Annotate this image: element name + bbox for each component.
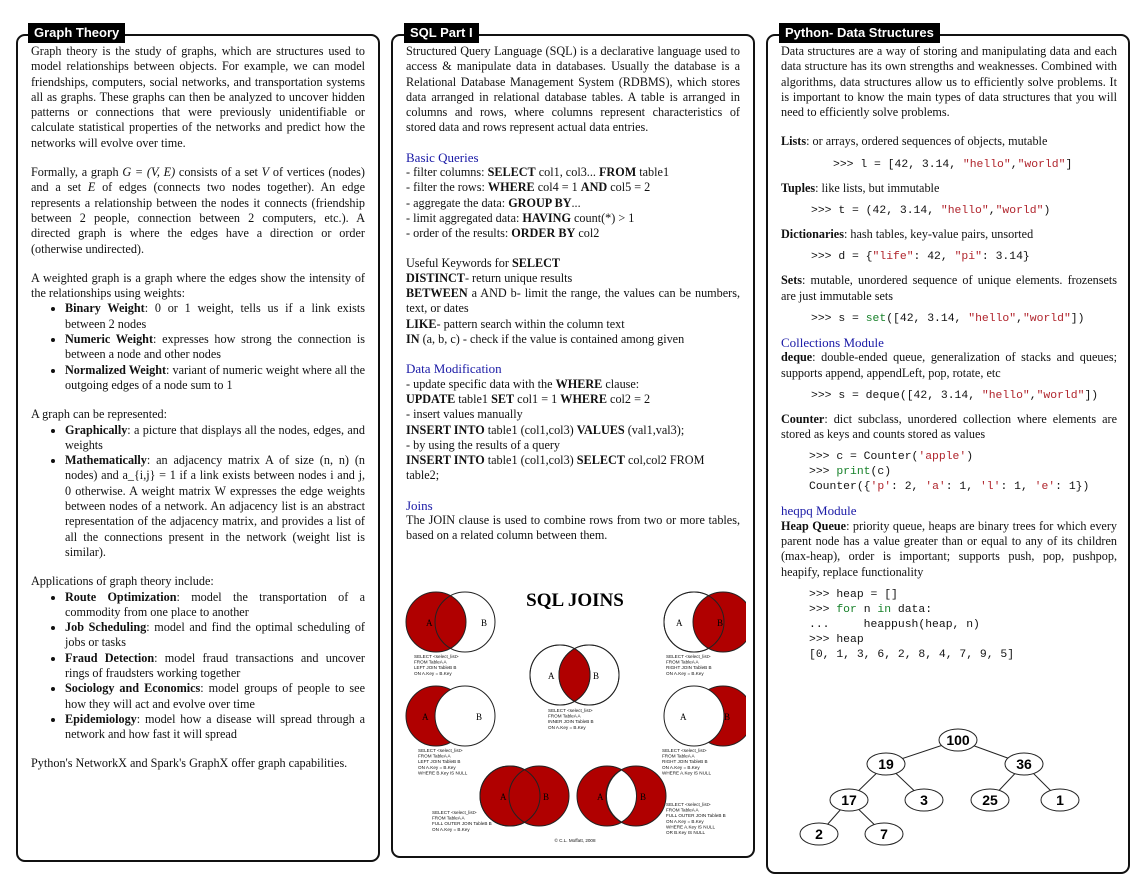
svg-text:25: 25 [982,792,998,808]
graph-intro: Graph theory is the study of graphs, which are structures used to model relationships between objects. For example, we can model friendships, computers, social networks, and transportation systems all as graphs. These graphs can then be analyzed to uncover hidden patterns or connections that were previously unidentifiable or calculate statistical properties of the networks and predict how the networks will evolve over time. [31,44,365,150]
svg-text:B: B [481,618,488,628]
list-item: • Normalized Weight: variant of numeric weight where all the outgoing edges of a node sum to 1 [65,363,365,394]
list-item: • Binary Weight: 0 or 1 weight, tells us if a link exists between 2 nodes [65,301,365,332]
svg-text:B: B [717,618,724,628]
counter-desc: Counter: dict subclass, unordered collection where elements are stored as keys and counts stored as values [781,411,1117,442]
lists-code: >>> l = [42, 3.14, "hello","world"] [833,158,1073,171]
sets-code: >>> s = set([42, 3.14, "hello","world"]) [811,312,1085,325]
full-outer-join-null-venn [577,766,666,826]
query-right: SELECT <select_list> FROM TableA A RIGHT JOIN TableB B ON A.Key = B.Key [666,654,712,676]
query-full-null: SELECT <select_list> FROM TableA A FULL OUTER JOIN TableB B ON A.Key = B.Key WHERE A.Key IS NULL OR B.Key IS NULL [666,802,726,835]
list-item: - order of the results: ORDER BY col2 [406,226,600,241]
query-full: SELECT <select_list> FROM TableA A FULL OUTER JOIN TableB B ON A.Key = B.Key [432,810,492,832]
svg-text:36: 36 [1016,756,1032,772]
representation-list [31,423,365,561]
heapq-heading: heqpq Module [781,503,857,519]
tree-node [830,789,868,811]
joins-text: The JOIN clause is used to combine rows from two or more tables, based on a related column between them. [406,513,740,543]
list-item: • Epidemiology: model how a disease will spread through a network and how fast it will spread [65,712,365,743]
heap-desc: Heap Queue: priority queue, heaps are binary trees for which every parent node has a value greater than or equal to any of its children (max-heap), order is important; supports push, pop, pushpop, heapify, replace functionality [781,518,1117,579]
keyword-item: IN (a, b, c) - check if the value is contained among given [406,332,685,347]
sql-joins-diagram [404,586,746,854]
list-item: • Numeric Weight: expresses how strong the connection is between a node and other nodes [65,332,365,363]
graph-weighted: A weighted graph is a graph where the edges show the intensity of the relationships using weights: [31,270,365,301]
tree-node [939,729,977,751]
list-item: - aggregate the data: GROUP BY... [406,195,581,210]
right-join-null-venn [664,686,746,746]
svg-text:A: A [422,712,429,722]
data-modification-heading: Data Modification [406,361,502,377]
basic-queries-heading: Basic Queries [406,149,479,165]
copyright: © C.L. Moffatt, 2008 [554,838,596,843]
sql-intro: Structured Query Language (SQL) is a declarative language used to access & manipulate data in databases. Usually the database is a Relational Database Management System (RDBMS), which stores data arranged in relational database tables. A table is arranged in columns and rows, where columns represent characteristics of stored data and rows represent actual data entries. [406,44,740,135]
svg-text:B: B [593,671,600,681]
dictionaries-code: >>> d = {"life": 42, "pi": 3.14} [811,251,1030,264]
left-join-null-venn [406,686,495,746]
keyword-item: BETWEEN a AND b- limit the range, the values can be numbers, text, or dates [406,286,740,316]
tuples-code: >>> t = (42, 3.14, "hello","world") [811,205,1051,218]
applications-list [31,590,365,743]
query-left-null: SELECT <select_list> FROM TableA A LEFT JOIN TableB B ON A.Key = B.Key WHERE B.Key IS NULL [418,748,468,776]
weights-list [31,301,365,393]
list-item: - filter the rows: WHERE col4 = 1 AND col5 = 2 [406,180,651,195]
graph-represented: A graph can be represented: [31,407,168,422]
keyword-item: LIKE- pattern search within the column text [406,316,625,331]
svg-text:3: 3 [920,792,928,808]
svg-text:B: B [476,712,483,722]
list-item: - filter columns: SELECT col1, col3... FROM table1 [406,165,670,180]
heap-code: >>> heap = [] >>> for n in data: ... heappush(heap, n) >>> heap [0, 1, 3, 6, 2, 8, 4, 7, 9, 5] [809,588,1015,661]
graph-theory-title: Graph Theory [28,23,125,43]
svg-text:A: A [500,792,507,802]
python-title: Python- Data Structures [779,23,940,43]
svg-text:19: 19 [878,756,894,772]
svg-text:17: 17 [841,792,857,808]
graph-tools: Python's NetworkX and Spark's GraphX offer graph capabilities. [31,756,348,771]
inner-join-venn [530,645,619,705]
list-item: • Job Scheduling: model and find the optimal scheduling of jobs or tasks [65,620,365,651]
list-item: • Sociology and Economics: model groups of people to see how they will act and evolve over time [65,681,365,712]
svg-text:A: A [548,671,555,681]
svg-text:A: A [680,712,687,722]
counter-code: >>> c = Counter('apple') >>> print(c) Counter({'p': 2, 'a': 1, 'l': 1, 'e': 1}) [809,451,1090,494]
graph-theory-body [31,44,365,772]
svg-text:2: 2 [815,826,823,842]
lists-desc: Lists: or arrays, ordered sequences of objects, mutable [781,134,1048,149]
svg-text:B: B [640,792,647,802]
basic-queries [406,165,740,241]
sql-body [406,44,740,544]
python-body [781,44,1117,663]
tuples-desc: Tuples: like lists, but immutable [781,180,940,195]
list-item: • Route Optimization: model the transportation of a commodity from one place to another [65,590,365,621]
tree-node [800,823,838,845]
tree-node [867,753,905,775]
svg-text:A: A [597,792,604,802]
full-outer-join-venn [480,766,569,826]
sql-title: SQL Part I [404,23,479,43]
svg-text:1: 1 [1056,792,1064,808]
svg-text:B: B [724,712,731,722]
svg-text:7: 7 [880,826,888,842]
tree-node [905,789,943,811]
sql-joins-title: SQL JOINS [526,590,624,611]
heap-tree-diagram [783,722,1123,852]
list-item: • Graphically: a picture that displays all the nodes, edges, and weights [65,423,365,454]
svg-text:A: A [426,618,433,628]
query-right-null: SELECT <select_list> FROM TableA A RIGHT JOIN TableB B ON A.Key = B.Key WHERE A.Key IS NULL [662,748,712,776]
deque-code: >>> s = deque([42, 3.14, "hello","world"]) [811,389,1099,402]
left-join-venn [406,592,495,652]
collections-heading: Collections Module [781,334,884,350]
query-left: SELECT <select_list> FROM TableA A LEFT JOIN TableB B ON A.Key = B.Key [414,654,459,676]
dictionaries-desc: Dictionaries: hash tables, key-value pairs, unsorted [781,227,1034,242]
svg-text:A: A [676,618,683,628]
list-item: • Fraud Detection: model fraud transactions and uncover rings of fraudsters working together [65,651,365,682]
tree-node [1005,753,1043,775]
useful-keywords-intro: Useful Keywords for SELECT [406,255,561,270]
sets-desc: Sets: mutable, unordered sequence of unique elements. frozensets are just immutable sets [781,273,1117,303]
data-modification: - update specific data with the WHERE clause: UPDATE table1 SET col1 = 1 WHERE col2 = 2 - insert values manually INSERT INTO table1 (col1,col3) VALUES (val1,val3); - by using the results of a query INSERT INTO table1 (col1,col3) SELECT col,col2 FROM table2; [406,376,705,483]
right-join-venn [664,592,746,652]
list-item: • Mathematically: an adjacency matrix A of size (n, n) (n nodes) and a_{i,j} = 1 if a link exists between nodes i and j, 0 otherwise. A weight matrix W expresses the edge weights between nodes of a network. An adjacency list is an abstract representation of the adjacency matrix, and provides a list of all the connections present in the network (weight list is similar). [65,453,365,560]
tree-node [1041,789,1079,811]
tree-node [971,789,1009,811]
graph-formal: Formally, a graph G = (V, E) consists of a set V of vertices (nodes) and a set E of edges (connects two nodes together). An edge represents a relationship between the nodes it connects (friendship between 2 people, connection between 2 computers, etc.). A directed graph is where the edges have a direction or order (otherwise undirected). [31,165,365,256]
python-intro: Data structures are a way of storing and manipulating data and each data structure has its own strengths and weaknesses. Combined with algorithms, data structures allow us to efficiently solve problems. It is important to know the main types of data structures that you will need to efficiently solve problems. [781,44,1117,120]
graph-applications: Applications of graph theory include: [31,574,214,589]
svg-text:B: B [543,792,550,802]
svg-text:100: 100 [946,732,970,748]
joins-heading: Joins [406,497,433,513]
deque-desc: deque: double-ended queue, generalization of stacks and queues; supports append, appendLeft, pop, rotate, etc [781,350,1117,380]
tree-node [865,823,903,845]
keyword-item: DISTINCT- return unique results [406,270,573,285]
list-item: - limit aggregated data: HAVING count(*) > 1 [406,210,635,225]
query-inner: SELECT <select_list> FROM TableA A INNER JOIN TableB B ON A.Key = B.Key [548,708,594,730]
